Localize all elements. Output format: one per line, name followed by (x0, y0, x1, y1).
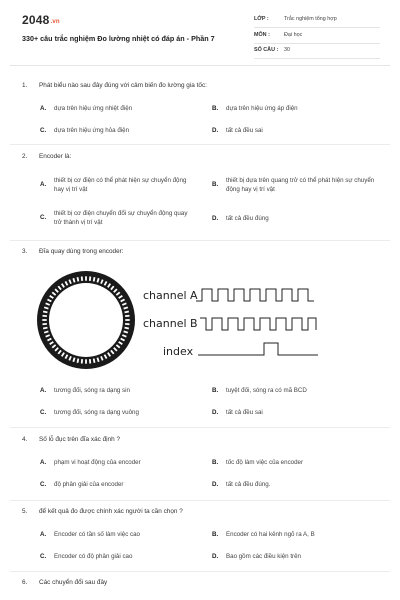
header-divider (10, 65, 390, 66)
option-text: tuyệt đối, sóng ra có mã BCD (226, 387, 307, 394)
logo-text: 2048 (22, 13, 50, 27)
channel-a-waveform (196, 287, 316, 303)
option-text: độ phân giải của encoder (54, 481, 124, 488)
channel-b-label: channel B (143, 317, 198, 330)
encoder-slot (42, 319, 46, 321)
option-text: phạm vi hoạt động của encoder (54, 459, 141, 466)
option-letter: C. (40, 214, 47, 221)
index-label: index (163, 345, 194, 358)
question-number: 1. (22, 82, 28, 89)
question-1 (22, 82, 207, 89)
question-number: 3. (22, 248, 28, 255)
option-letter: D. (212, 553, 219, 560)
option-letter: B. (212, 387, 219, 394)
question-text: Đĩa quay dùng trong encoder: (39, 248, 124, 255)
encoder-slot (85, 359, 87, 363)
question-2 (22, 153, 71, 160)
option-letter: D. (212, 481, 219, 488)
encoder-slot (125, 319, 129, 321)
question-text: Các chuyển đổi sau đây (39, 579, 108, 586)
question-text: Số lỗ đục trên đĩa xác định ? (39, 436, 121, 443)
question-5 (22, 508, 183, 515)
option-text: Bao gồm các điều kiện trên (226, 553, 301, 560)
option-letter: B. (212, 459, 219, 466)
question-divider (10, 500, 390, 501)
option-text: thiết bị cơ điện chuyển đổi sự chuyển động quay trở thành vị trí vật (54, 210, 188, 226)
option-letter: A. (40, 531, 47, 538)
logo-suffix: .vn (50, 19, 60, 25)
option-text: tất cả đều sai (226, 409, 263, 416)
option-text: Encoder có độ phân giải cao (54, 553, 133, 560)
option-letter: B. (212, 105, 219, 112)
option-letter: A. (40, 181, 47, 188)
question-3 (22, 248, 124, 255)
meta-value: 30 (284, 47, 290, 53)
option-letter: A. (40, 459, 47, 466)
option-letter: A. (40, 105, 47, 112)
question-text: để kết quả đo được chính xác người ta cần chọn ? (39, 508, 183, 515)
page-title: 330+ câu trắc nghiệm Đo lường nhiệt có đáp án - Phần 7 (22, 34, 215, 43)
meta-row-subject (254, 29, 380, 44)
site-logo[interactable] (22, 13, 60, 27)
option-text: tất cả đều đúng. (226, 481, 271, 488)
encoder-slot (85, 276, 87, 280)
option-letter: A. (40, 387, 47, 394)
option-letter: D. (212, 215, 219, 222)
option-text: tất cả đều sai (226, 127, 263, 134)
question-number: 5. (22, 508, 28, 515)
question-6 (22, 579, 107, 586)
option-text: thiết bị cơ điện có thể phát hiện sự chuyển động hay vị trí vật (54, 177, 187, 193)
option-letter: C. (40, 553, 47, 560)
meta-label: LỚP : (254, 16, 269, 22)
question-text: Phát biểu nào sau đây đúng với cảm biến đo lường gia tốc: (39, 82, 207, 89)
question-number: 4. (22, 436, 28, 443)
option-text: Encoder có hai kênh ngõ ra A, B (226, 531, 315, 538)
meta-value: Trắc nghiệm tổng hợp (284, 16, 337, 22)
option-letter: D. (212, 127, 219, 134)
meta-label: SỐ CÂU : (254, 47, 279, 53)
question-number: 2. (22, 153, 28, 160)
meta-value: Đại học (284, 32, 303, 38)
header (0, 0, 400, 62)
option-text: tương đối, sóng ra dạng vuông (54, 409, 139, 416)
option-letter: C. (40, 481, 47, 488)
question-divider (10, 240, 390, 241)
meta-row-class (254, 13, 380, 28)
option-letter: D. (212, 409, 219, 416)
question-text: Encoder là: (39, 153, 72, 160)
encoder-disk (36, 270, 136, 370)
option-letter: B. (212, 181, 219, 188)
question-divider (10, 571, 390, 572)
option-text: dựa trên hiệu ứng hỏa điện (54, 127, 130, 134)
option-text: tất cả đều đúng (226, 215, 269, 222)
option-text: tương đối, sóng ra dạng sin (54, 387, 130, 394)
index-waveform (198, 341, 320, 357)
option-text: dựa trên hiệu ứng áp điện (226, 105, 298, 112)
option-letter: C. (40, 127, 47, 134)
channel-a-label: channel A (143, 289, 198, 302)
question-number: 6. (22, 579, 28, 586)
option-text: Encoder có tần số làm việc cao (54, 531, 140, 538)
channel-b-waveform (200, 316, 320, 332)
question-divider (10, 427, 390, 428)
option-letter: B. (212, 531, 219, 538)
option-text: tốc độ làm việc của encoder (226, 459, 304, 466)
meta-label: MÔN : (254, 32, 270, 38)
question-divider (10, 144, 390, 145)
option-text: dựa trên hiệu ứng nhiệt điện (54, 105, 133, 112)
question-4 (22, 436, 120, 443)
meta-row-count (254, 44, 380, 59)
option-letter: C. (40, 409, 47, 416)
option-text: thiết bị dựa trên quang trở có thể phát hiện sự chuyển động hay vị trí vật (226, 177, 375, 193)
